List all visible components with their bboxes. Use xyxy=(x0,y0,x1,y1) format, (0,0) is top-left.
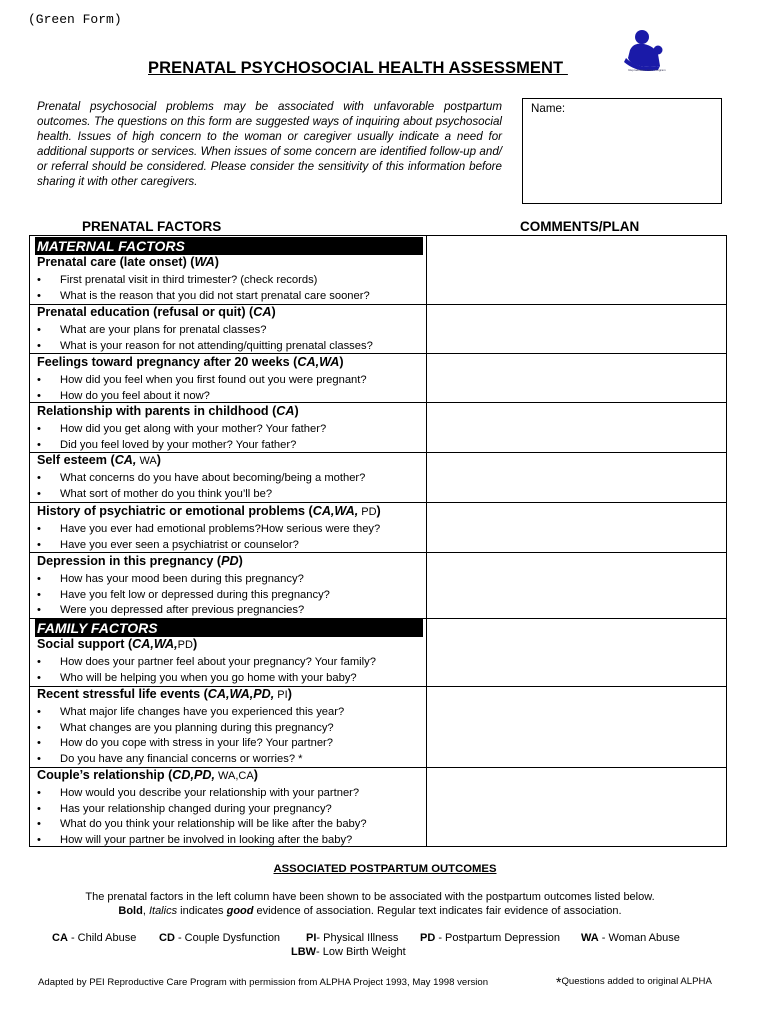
bullet-icon: • xyxy=(37,604,41,616)
bullet-icon: • xyxy=(37,339,41,352)
explanation-line-1: The prenatal factors in the left column have been shown to be associated with the postpartum outcomes listed below. xyxy=(85,891,655,903)
row-divider xyxy=(30,353,726,354)
name-field[interactable] xyxy=(522,98,722,204)
bullet-icon: • xyxy=(37,671,41,684)
bullet-icon: • xyxy=(37,737,41,749)
bullet-icon: • xyxy=(37,438,41,451)
section-bar: FAMILY FACTORS xyxy=(35,619,423,637)
legend-low-birth-weight: LBW- Low Birth Weight xyxy=(291,946,406,958)
bullet-icon: • xyxy=(37,787,41,799)
bullet-icon: • xyxy=(37,656,41,668)
explanation-good: good xyxy=(226,905,254,917)
bullet-icon: • xyxy=(37,833,41,846)
legend-physical-illness: PI- Physical Illness xyxy=(306,932,399,944)
form-tag: (Green Form) xyxy=(28,12,122,27)
bullet-icon: • xyxy=(37,802,41,815)
explanation-sep: , xyxy=(142,905,149,917)
name-label: Name: xyxy=(531,102,566,115)
explanation-italics: Italics xyxy=(148,905,178,917)
explanation-bold: Bold xyxy=(118,905,143,917)
bullet-icon: • xyxy=(37,274,41,286)
bullet-icon: • xyxy=(37,721,41,734)
intro-paragraph: Prenatal psychosocial problems may be associated with unfavorable postpartum outcomes. The questions on this form are suggested ways of inquiring about psychosocial health. Issues of high concern to the woman or caregiver usually indicate a need for additional supports or services. When issues of some concern are identified follow-up and/ or referral should be considered. Please consider the sensitivity of this information before sharing it with other caregivers. xyxy=(37,100,502,188)
column-heading-comments-plan: COMMENTS/PLAN xyxy=(520,219,640,234)
factor-heading: History of psychiatric or emotional problems (CA,WA, PD) xyxy=(37,504,381,518)
row-divider xyxy=(30,402,726,403)
footer-note-text: Questions added to original ALPHA xyxy=(561,976,712,987)
factor-heading: Prenatal education (refusal or quit) (CA) xyxy=(37,305,276,319)
bullet-icon: • xyxy=(37,389,41,402)
factor-heading: Depression in this pregnancy (PD) xyxy=(37,554,243,568)
logo-caption: Reproductive Care Program xyxy=(628,68,666,72)
factor-heading: Couple’s relationship (CD,PD, WA,CA) xyxy=(37,768,258,782)
assessment-table: MATERNAL FACTORS Prenatal care (late onset) (WA) • First prenatal visit in third trimester? (check records) • What is the reason that you did not start prenatal care sooner? Prenatal education (refusal or quit) (CA) • What are your plans for prenatal classes? • What is your reason for not attending/quitting prenatal classes? Feelings toward pregnancy after 20 weeks (CA,WA) • How did you feel when you first found out you were pregnant? • How do you feel about it now? Relationship with parents in childhood (CA) • How did you get along with your mother? Your father? • Did you feel loved by your mother? Your father? Self esteem (CA, WA) • What concerns do you have about becoming/being a mother? • What sort of mother do you think you’ll be? History of psychiatric or emotional problems (CA,WA, PD) • Have you ever had emotional problems?How serious were they? • Have you ever seen a psychiatrist or counselor? Depression in this pregnancy (PD) • How has your mood been during this pregnancy? • Have you felt low or depressed during this pregnancy? • Were you depressed after previous pregnancies? FAMILY FACTORS Social support (CA,WA,PD) • How does your partner feel about your pregnancy? Your family? • Who will be helping you when you go home with your baby? Recent stressful life events (CA,WA,PD, PI) • What major life changes have you experienced this year? • What changes are you planning during this pregnancy? • How do you cope with stress in your life? Your partner? • Do you have any financial concerns or worries? * Couple’s relationship (CD,PD, WA,CA) • How would you describe your relationship with your partner? • Has your relationship changed during your pregnancy? • What do you think your relationship will be like after the baby? • How will your partner be involved in looking after the baby? xyxy=(29,235,727,847)
legend-woman-abuse: WA - Woman Abuse xyxy=(581,932,680,944)
page-title: PRENATAL PSYCHOSOCIAL HEALTH ASSESSMENT xyxy=(148,59,568,77)
bullet-icon: • xyxy=(37,423,41,435)
bullet-icon: • xyxy=(37,818,41,830)
bullet-icon: • xyxy=(37,523,41,535)
row-divider xyxy=(30,502,726,503)
legend-postpartum-depression: PD - Postpartum Depression xyxy=(420,932,560,944)
factor-heading: Social support (CA,WA,PD) xyxy=(37,637,198,651)
outcomes-title: ASSOCIATED POSTPARTUM OUTCOMES xyxy=(273,863,497,875)
factor-heading: Recent stressful life events (CA,WA,PD, PI) xyxy=(37,687,292,701)
bullet-icon: • xyxy=(37,706,41,718)
explanation-rest: evidence of association. Regular text indicates fair evidence of association. xyxy=(253,905,622,917)
factor-heading: Prenatal care (late onset) (WA) xyxy=(37,255,219,269)
row-divider xyxy=(30,552,726,553)
bullet-icon: • xyxy=(37,752,41,765)
bullet-icon: • xyxy=(37,324,41,336)
column-divider xyxy=(426,236,427,846)
section-bar: MATERNAL FACTORS xyxy=(35,237,423,255)
explanation-mid: indicates xyxy=(177,905,227,917)
bullet-icon: • xyxy=(37,472,41,484)
bullet-icon: • xyxy=(37,573,41,585)
bullet-icon: • xyxy=(37,588,41,601)
footer-note xyxy=(556,974,712,990)
bullet-icon: • xyxy=(37,289,41,302)
explanation-line-2 xyxy=(0,905,740,917)
bullet-icon: • xyxy=(37,374,41,386)
bullet-icon: • xyxy=(37,487,41,500)
footer-star: * xyxy=(556,974,562,990)
column-heading-prenatal-factors: PRENATAL FACTORS xyxy=(82,219,222,234)
factor-heading: Relationship with parents in childhood (CA) xyxy=(37,404,299,418)
legend-child-abuse: CA - Child Abuse xyxy=(52,932,137,944)
factor-heading: Self esteem (CA, WA) xyxy=(37,453,161,467)
footer-source: Adapted by PEI Reproductive Care Program with permission from ALPHA Project 1993, May 1998 version xyxy=(38,977,489,988)
bullet-icon: • xyxy=(37,538,41,551)
factor-heading: Feelings toward pregnancy after 20 weeks (CA,WA) xyxy=(37,355,344,369)
legend-couple-dysfunction: CD - Couple Dysfunction xyxy=(159,932,281,944)
